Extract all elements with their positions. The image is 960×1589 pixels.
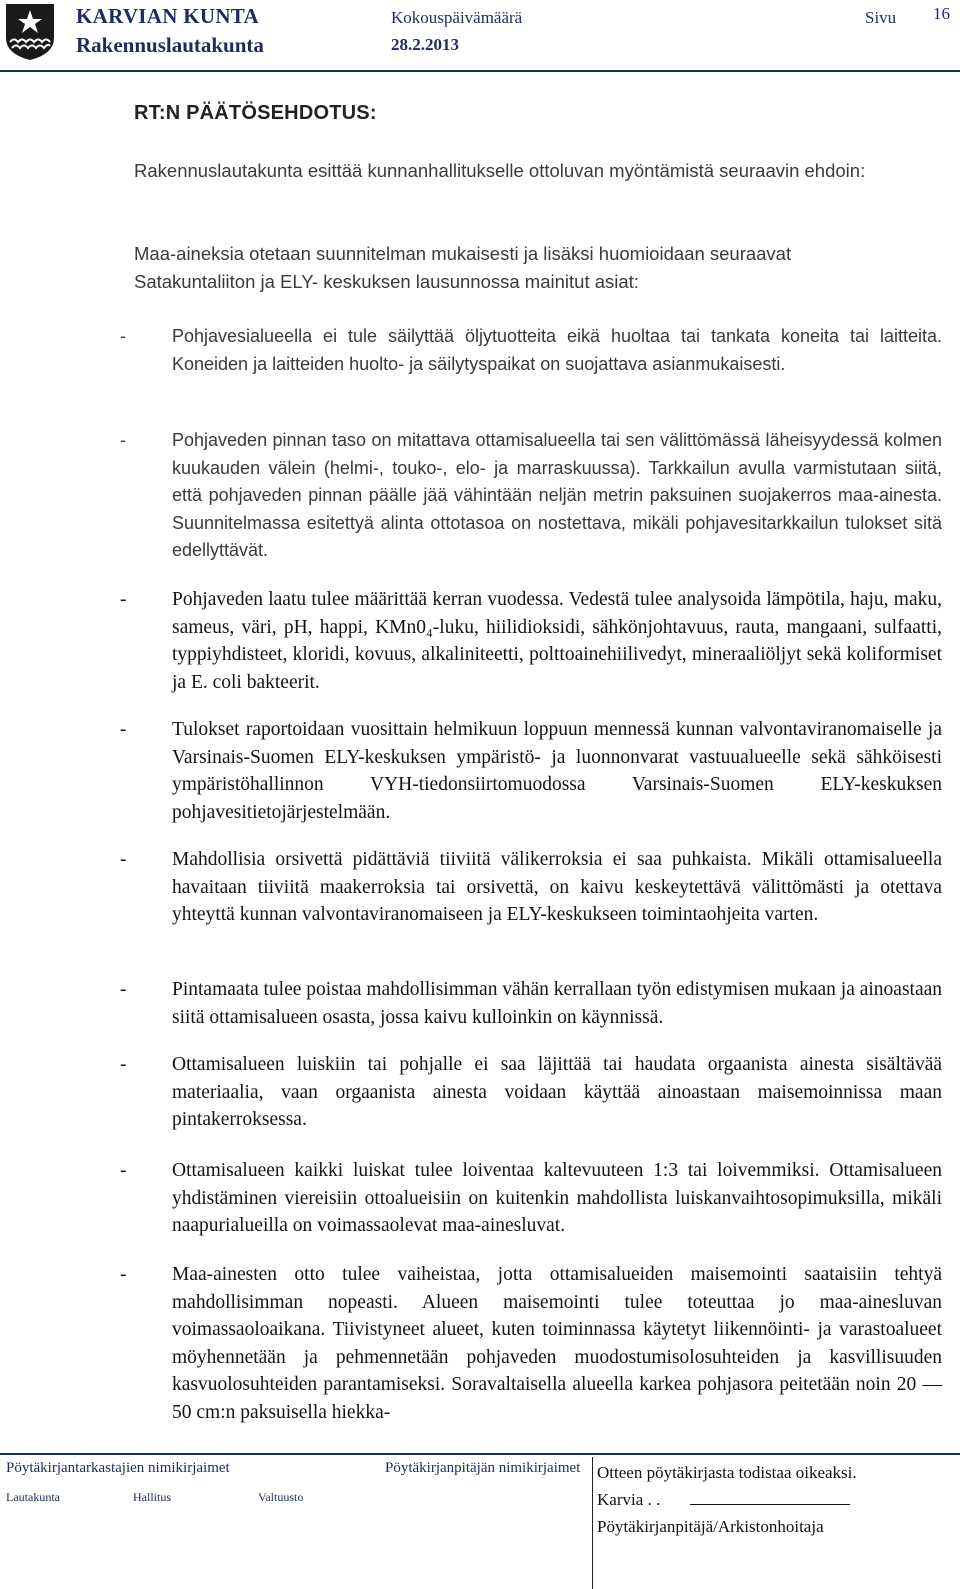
intro-paragraph: Rakennuslautakunta esittää kunnanhallitukselle ottoluvan myöntämistä seuraavin ehdoin: [134,160,866,181]
place-text: Karvia . . [597,1490,661,1509]
condition-item [120,1261,942,1426]
lautakunta-label: Lautakunta [6,1490,60,1504]
page-label: Sivu [865,8,897,27]
meeting-date-label: Kokouspäivämäärä [391,8,523,27]
condition-text: Maa-ainesten otto tulee vaiheistaa, jotta ottamisalueiden maisemointi saataisiin tehtyä mahdollisimman nopeasti. Alueen maisemointi tulee toteuttaa jo maa-ainesluvan voimassaoloaikana. Tiivistyneet alueet, kuten toiminnassa käytetyt liikennöinti- ja varastoalueet möyhennetään ja pehmennetään pohjaveden muodostumisolosuhteiden ja kasvillisuuden kasvuolosuhteiden parantamiseksi. Soravaltaisella alueella karkea pohjasora peitetään noin 20 — 50 cm:n paksuisella hiekka- [172,1264,942,1423]
condition-text: Pintamaata tulee poistaa mahdollisimman vähän kerrallaan työn edistymisen mukaan ja ainoastaan siitä ottamisalueen osasta, jossa kaivu kulloinkin on käynnissä. [172,979,943,1028]
signature-line [690,1490,850,1505]
condition-item [120,427,942,565]
secretary-initials-label: Pöytäkirjanpitäjän nimikirjaimet [385,1460,581,1476]
footer-divider [0,1453,960,1455]
place-date-line [597,1490,850,1510]
section-title: RT:N PÄÄTÖSEHDOTUS: [134,102,377,124]
list-dash: - [120,1264,127,1285]
signer-title: Pöytäkirjanpitäjä/Arkistonhoitaja [597,1517,824,1536]
condition-item [120,1157,942,1240]
board-name: Rakennuslautakunta [76,33,264,57]
list-dash: - [120,326,126,346]
header-divider [0,70,960,72]
condition-text: Tulokset raportoidaan vuosittain helmikuun loppuun mennessä kunnan valvontaviranomaiselle ja Varsinais-Suomen ELY-keskuksen ympäristö- ja luonnonvarat vastuualueelle sekä sähköisesti ympäristöhallinnon VYH-tiedonsiirtomuodossa Varsinais-Suomen ELY-keskuksen pohjavesitietojärjestelmään. [172,719,942,823]
condition-item [120,323,942,378]
condition-text: Ottamisalueen kaikki luiskat tulee loiventaa kaltevuuteen 1:3 tai loivemmiksi. Ottamisalueen yhdistäminen viereisiin ottoalueisiin on kuitenkin mahdollista luiskanvaihtosopimuksilla, mikäli naapurialueilla on voimassaolevat maa-ainesluvat. [172,1160,942,1236]
list-dash: - [120,589,127,610]
list-dash: - [120,1160,127,1181]
list-dash: - [120,849,127,870]
condition-item [120,976,942,1031]
list-dash: - [120,430,126,450]
condition-item [120,716,942,826]
organization-name: KARVIAN KUNTA [76,4,260,28]
meeting-date: 28.2.2013 [391,35,459,54]
inspectors-initials-label: Pöytäkirjantarkastajien nimikirjaimet [6,1460,230,1476]
list-dash: - [120,979,127,1000]
municipal-crest-icon [4,2,56,62]
condition-text: Ottamisalueen luiskiin tai pohjalle ei saa läjittää tai haudata orgaanista ainesta sisältävää materiaalia, vaan orgaanista ainesta voidaan käyttää ainoastaan maisemoinnissa maan pintakerroksessa. [172,1054,942,1130]
condition-text: Pohjavesialueella ei tule säilyttää öljytuotteita eikä huoltaa tai tankata koneita tai laitteita. Koneiden ja laitteiden huolto- ja säilytyspaikat on suojattava asianmukaisesti. [172,326,942,374]
condition-text: Pohjaveden pinnan taso on mitattava ottamisalueella tai sen välittömässä läheisyydessä kolmen kuukauden välein (helmi-, touko-, elo- ja marraskuussa). Tarkkailun avulla varmistutaan siitä, että pohjaveden pinnan päälle jää vähintään neljän metrin paksuinen suojakerros maa-ainesta. Suunnitelmassa esitettyä alinta ottotasoa on nostettava, mikäli pohjavesitarkkailun tulokset sitä edellyttävät. [172,430,942,560]
certification-box [592,1457,945,1589]
condition-item [120,586,942,696]
conditions-intro-paragraph: Maa-aineksia otetaan suunnitelman mukaisesti ja lisäksi huomioidaan seuraavat Satakuntaliiton ja ELY- keskuksen lausunnossa mainitut asiat: [134,243,792,292]
condition-item [120,1051,942,1134]
hallitus-label: Hallitus [133,1490,171,1504]
certify-text: Otteen pöytäkirjasta todistaa oikeaksi. [597,1463,857,1482]
page-number: 16 [933,4,950,23]
list-dash: - [120,1054,127,1075]
condition-text: Pohjaveden laatu tulee määrittää kerran vuodessa. Vedestä tulee analysoida lämpötila, haju, maku, sameus, väri, pH, happi, KMn0₄-luku, hiilidioksidi, sähkönjohtavuus, rauta, mangaani, sulfaatti, typpiyhdisteet, kloridi, kovuus, alkaliniteetti, polttoainehiilivedyt, mineraaliöljyt sekä koliformiset ja E. coli bakteerit. [172,589,942,693]
condition-text: Mahdollisia orsivettä pidättäviä tiiviitä välikerroksia ei saa puhkaista. Mikäli ottamisalueella havaitaan tiiviitä maakerroksia tai orsivettä, on kaivu keskeytettävä välittömästi ja otettava yhteyttä kunnan valvontaviranomaiseen ja ELY-keskukseen toimintaohjeita varten. [172,849,942,925]
list-dash: - [120,719,127,740]
page-header [0,0,960,72]
valtuusto-label: Valtuusto [258,1490,304,1504]
condition-item [120,846,942,929]
